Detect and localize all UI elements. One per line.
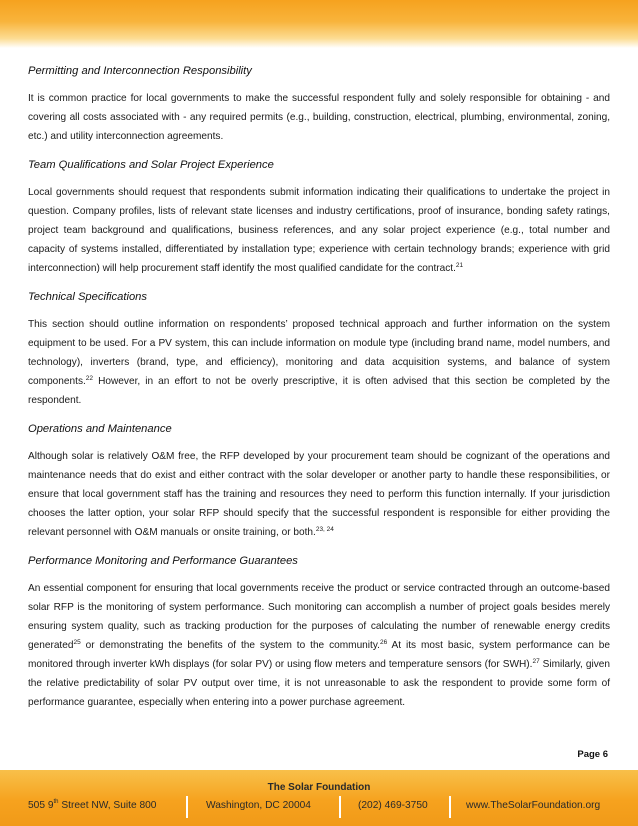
section-paragraph — [28, 315, 610, 410]
section-paragraph — [28, 89, 610, 146]
footnote-reference: 25 — [73, 639, 81, 646]
footer-organization: The Solar Foundation — [267, 782, 371, 793]
section-heading: Permitting and Interconnection Responsibility — [28, 65, 252, 77]
paragraph-text: Similarly, given the relative predictability of solar PV output over time, it is not unreasonable to ask the respondent to provide some form of performance guarantee, especially when entering into a power purchase agreement. — [28, 659, 610, 708]
footer-divider — [186, 796, 188, 818]
paragraph-text: However, in an effort to not be overly prescriptive, it is often advised that this section be completed by the respondent. — [28, 376, 610, 406]
footnote-reference: 26 — [379, 639, 388, 646]
section-paragraph — [28, 183, 610, 278]
footnote-reference: 27 — [532, 658, 540, 665]
footer-address: 505 9th Street NW, Suite 800 — [28, 799, 157, 811]
footnote-reference: 23, 24 — [315, 526, 334, 533]
section-heading: Technical Specifications — [28, 291, 147, 303]
footer-city: Washington, DC 20004 — [206, 800, 311, 811]
paragraph-text: Although solar is relatively O&M free, the RFP developed by your procurement team should be cognizant of the operations and maintenance needs that do exist and either contract with the solar developer or another party to handle these responsibilities, or ensure that local government staff has the training and resources they need to perform this function internally. If your jurisdiction chooses the latter option, your solar RFP should specify that the successful respondent is responsible for either providing the relevant personnel with O&M manuals or onsite training, or both. — [28, 451, 610, 538]
header-band — [0, 0, 638, 48]
section-heading: Team Qualifications and Solar Project Experience — [28, 159, 274, 171]
section-heading: Performance Monitoring and Performance Guarantees — [28, 555, 298, 567]
paragraph-text: At its most basic, system performance can be monitored through inverter kWh displays (for solar PV) or using flow meters and temperature sensors (for SWH). — [28, 640, 610, 670]
footer — [0, 770, 638, 826]
footnote-reference: 22 — [85, 375, 94, 382]
footer-phone: (202) 469-3750 — [358, 800, 428, 811]
paragraph-text: This section should outline information on respondents’ proposed technical approach and further information on the system equipment to be used. For a PV system, this can include information on module type (including brand name, model numbers, and technology), inverters (brand, type, and efficiency), monitoring and data acquisition systems, and balance of system components. — [28, 319, 610, 387]
paragraph-text: An essential component for ensuring that local governments receive the product or service contracted through an outcome-based solar RFP is the monitoring of system performance. Such monitoring can accomplish a number of project goals besides merely ensuring system quality, such as tracking production for the purposes of calculating the number of renewable energy credits generated — [28, 583, 610, 651]
section-paragraph — [28, 447, 610, 542]
paragraph-text: It is common practice for local governments to make the successful respondent fully and solely responsible for obtaining - and covering all costs associated with - any required permits (e.g., building, construction, electrical, plumbing, environmental, zoning, etc.) and utility interconnection agreements. — [28, 93, 610, 142]
paragraph-text: Local governments should request that respondents submit information indicating their qualifications to undertake the project in question. Company profiles, lists of relevant state licenses and industry certifications, proof of insurance, bonding safety ratings, project team background and qualifications, business references, and any solar project experience (e.g., total number and capacity of systems installed, differentiated by installation type; experience with certain technology brands; experience with grid interconnection) will help procurement staff identify the most qualified candidate for the contract. — [28, 187, 610, 274]
section-paragraph — [28, 579, 610, 712]
paragraph-text: or demonstrating the benefits of the system to the community. — [80, 640, 380, 651]
footer-divider — [339, 796, 341, 818]
page-number: Page 6 — [577, 749, 608, 760]
footnote-reference: 21 — [455, 262, 464, 269]
section-heading: Operations and Maintenance — [28, 423, 172, 435]
footer-divider — [449, 796, 451, 818]
document-body — [28, 60, 610, 712]
footer-website[interactable]: www.TheSolarFoundation.org — [466, 800, 601, 811]
